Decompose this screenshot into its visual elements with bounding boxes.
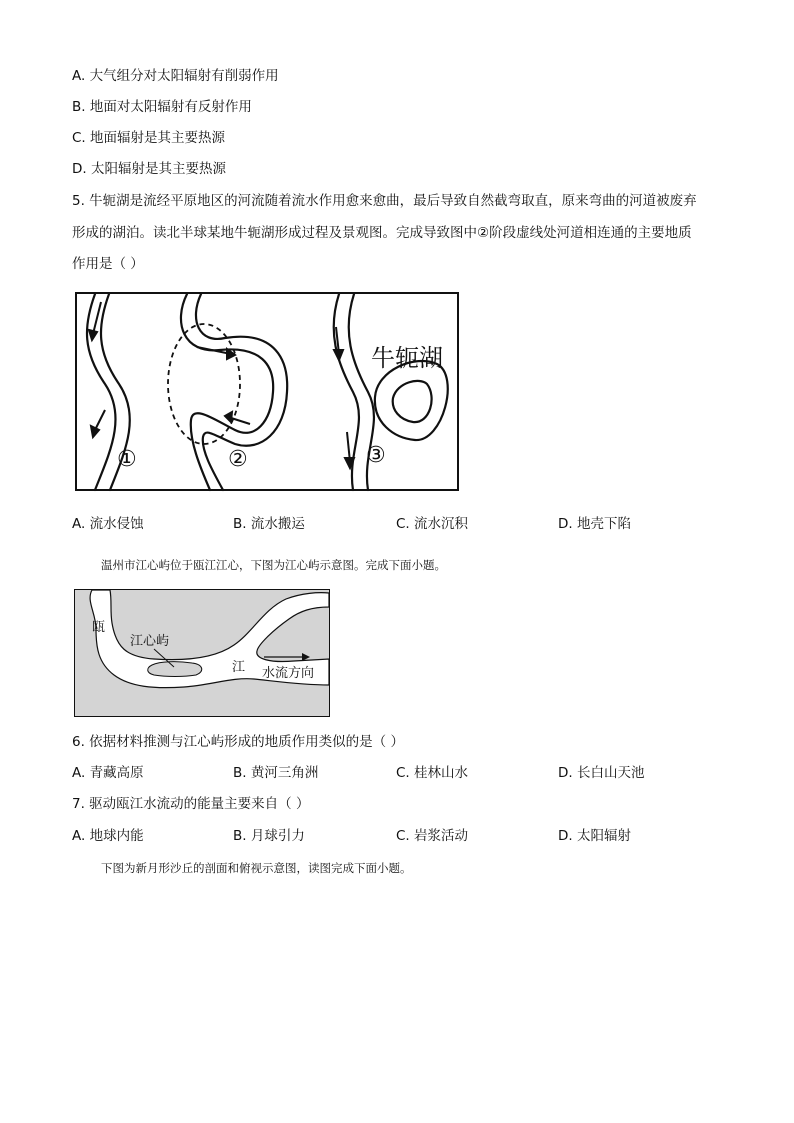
map-label-jiang: 江: [232, 660, 246, 675]
map-label-flow: 水流方向: [262, 666, 315, 681]
q6-stem: 6. 依据材料推测与江心屿形成的地质作用类似的是（ ）: [72, 734, 404, 750]
q5-option-c: C. 流水沉积: [396, 516, 469, 532]
q5-stem-line-1: 5. 牛轭湖是流经平原地区的河流随着流水作用愈来愈曲，最后导致自然截弯取直，原来弯曲的河道被废弃: [72, 193, 697, 209]
q6-option-c: C. 桂林山水: [396, 765, 469, 781]
map-label-ou: 瓯: [92, 620, 106, 635]
q5-stem-line-3: 作用是（ ）: [72, 256, 144, 272]
q4-option-c: C. 地面辐射是其主要热源: [72, 130, 226, 146]
wenzhou-intro-text: 温州市江心屿位于瓯江江心，下图为江心屿示意图。完成下面小题。: [101, 558, 446, 572]
q5-option-d: D. 地壳下陷: [558, 516, 631, 532]
jiangxin-island-map: [74, 589, 330, 717]
stage-1-label: ①: [117, 447, 137, 472]
q4-option-b: B. 地面对太阳辐射有反射作用: [72, 99, 252, 115]
oxbow-lake-figure: [75, 292, 459, 492]
q5-option-b: B. 流水搬运: [233, 516, 305, 532]
q7-option-b: B. 月球引力: [233, 828, 305, 844]
map-label-island: 江心屿: [130, 634, 170, 649]
stage-2-label: ②: [228, 447, 248, 472]
stage-3-label: ③: [366, 443, 386, 468]
q7-option-d: D. 太阳辐射: [558, 828, 631, 844]
q4-option-d: D. 太阳辐射是其主要热源: [72, 161, 226, 177]
q7-option-c: C. 岩浆活动: [396, 828, 469, 844]
dune-intro-text: 下图为新月形沙丘的剖面和俯视示意图，读图完成下面小题。: [101, 861, 412, 875]
q7-option-a: A. 地球内能: [72, 828, 144, 844]
q4-option-a: A. 大气组分对太阳辐射有削弱作用: [72, 68, 279, 84]
q5-option-a: A. 流水侵蚀: [72, 516, 144, 532]
q6-option-d: D. 长白山天池: [558, 765, 645, 781]
oxbow-lake-label: 牛轭湖: [371, 344, 443, 372]
q6-option-a: A. 青藏高原: [72, 765, 144, 781]
q5-stem-line-2: 形成的湖泊。读北半球某地牛轭湖形成过程及景观图。完成导致图中②阶段虚线处河道相连通的主要地质: [72, 225, 692, 241]
q7-stem: 7. 驱动瓯江水流动的能量主要来自（ ）: [72, 796, 310, 812]
q6-option-b: B. 黄河三角洲: [233, 765, 319, 781]
